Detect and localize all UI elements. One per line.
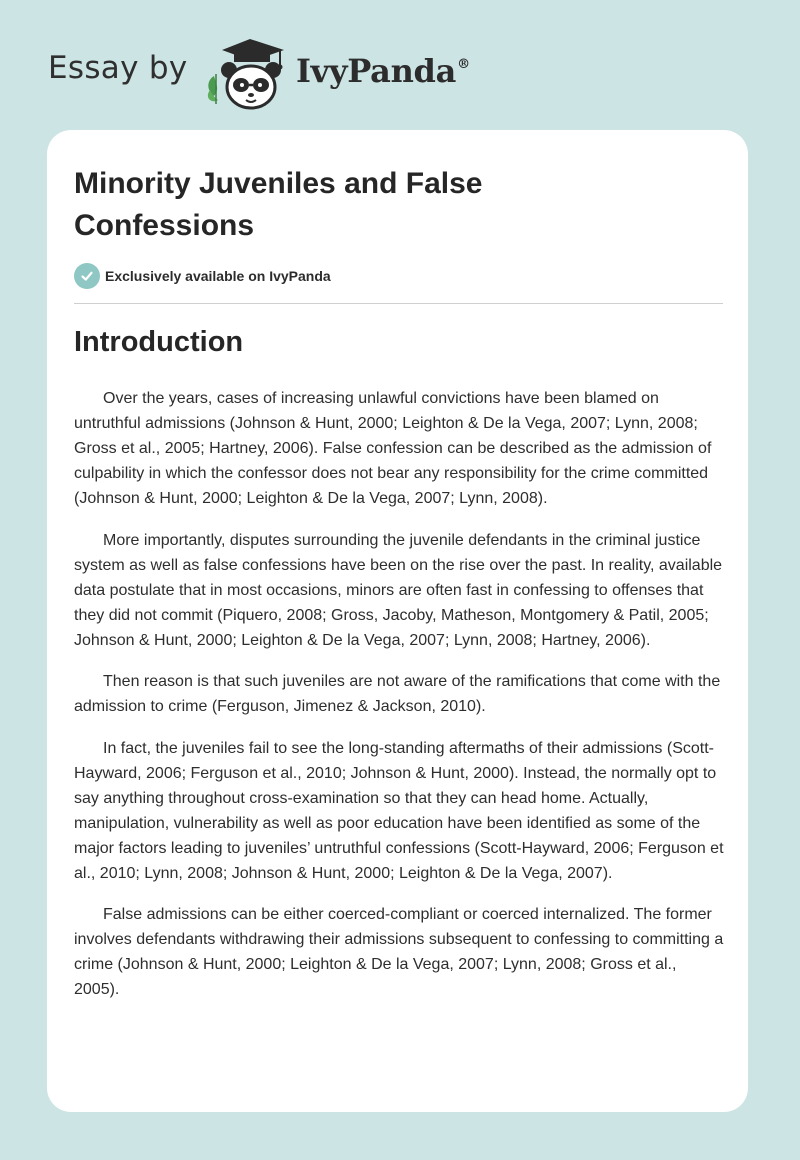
paragraph: Then reason is that such juveniles are not aware of the ramifications that come with the admission to crime (Ferguson, Jimenez & Jackson, 2010). [74,673,721,715]
ivy-leaf-icon [208,74,218,104]
essay-card [47,130,748,1112]
title-divider [74,303,723,304]
panda-logo-icon[interactable] [200,34,296,114]
paragraph: Over the years, cases of increasing unlawful convictions have been blamed on untruthful admissions (Johnson & Hunt, 2000; Leighton & De la Vega, 2007; Lynn, 2008; Gross et al., 2005; Hartney, 2006). False confession can be described as the admission of culpability in which the confessor does not bear any responsibility for the crime committed (Johnson & Hunt, 2000; Leighton & De la Vega, 2007; Lynn, 2008). [74,390,712,507]
site-header [0,0,800,130]
paragraph: More importantly, disputes surrounding the juvenile defendants in the criminal justice system as well as false confessions have been on the rise over the past. In reality, available data postulate that in most occasions, minors are often fast in confessing to offenses that they did not commit (Piquero, 2008; Gross, Jacoby, Matheson, Montgomery & Patil, 2005; Johnson & Hunt, 2000; Leighton & De la Vega, 2007; Lynn, 2008; Hartney, 2006). [74,531,723,649]
brand-name-text: IvyPanda [296,52,457,90]
paragraph: False admissions can be either coerced-compliant or coerced internalized. The former involves defendants withdrawing their admissions subsequent to confessing to committing a crime (Johnson & Hunt, 2000; Leighton & De la Vega, 2007; Lynn, 2008; Gross et al., 2005). [74,906,724,998]
article-body [74,386,724,1019]
page-title: Minority Juveniles and False Confessions [74,167,483,242]
exclusive-badge-label: Exclusively available on IvyPanda [105,268,331,284]
brand-name[interactable] [296,52,470,90]
registered-mark: ® [457,57,470,73]
exclusive-badge [74,263,331,289]
paragraph: In fact, the juveniles fail to see the long-standing aftermaths of their admissions (Scott-Hayward, 2006; Ferguson et al., 2010; Johnson & Hunt, 2000). Instead, the normally opt to say anything throughout cross-examination so that they can head home. Actually, manipulation, vulnerability as well as poor education have been identified as some of the major factors leading to juveniles’ untruthful confessions (Scott-Hayward, 2006; Ferguson et al., 2010; Lynn, 2008; Johnson & Hunt, 2000; Leighton & De la Vega, 2007). [74,739,724,882]
checkmark-icon [74,263,100,289]
section-heading-introduction: Introduction [74,326,244,358]
essay-by-label: Essay by [48,50,188,86]
